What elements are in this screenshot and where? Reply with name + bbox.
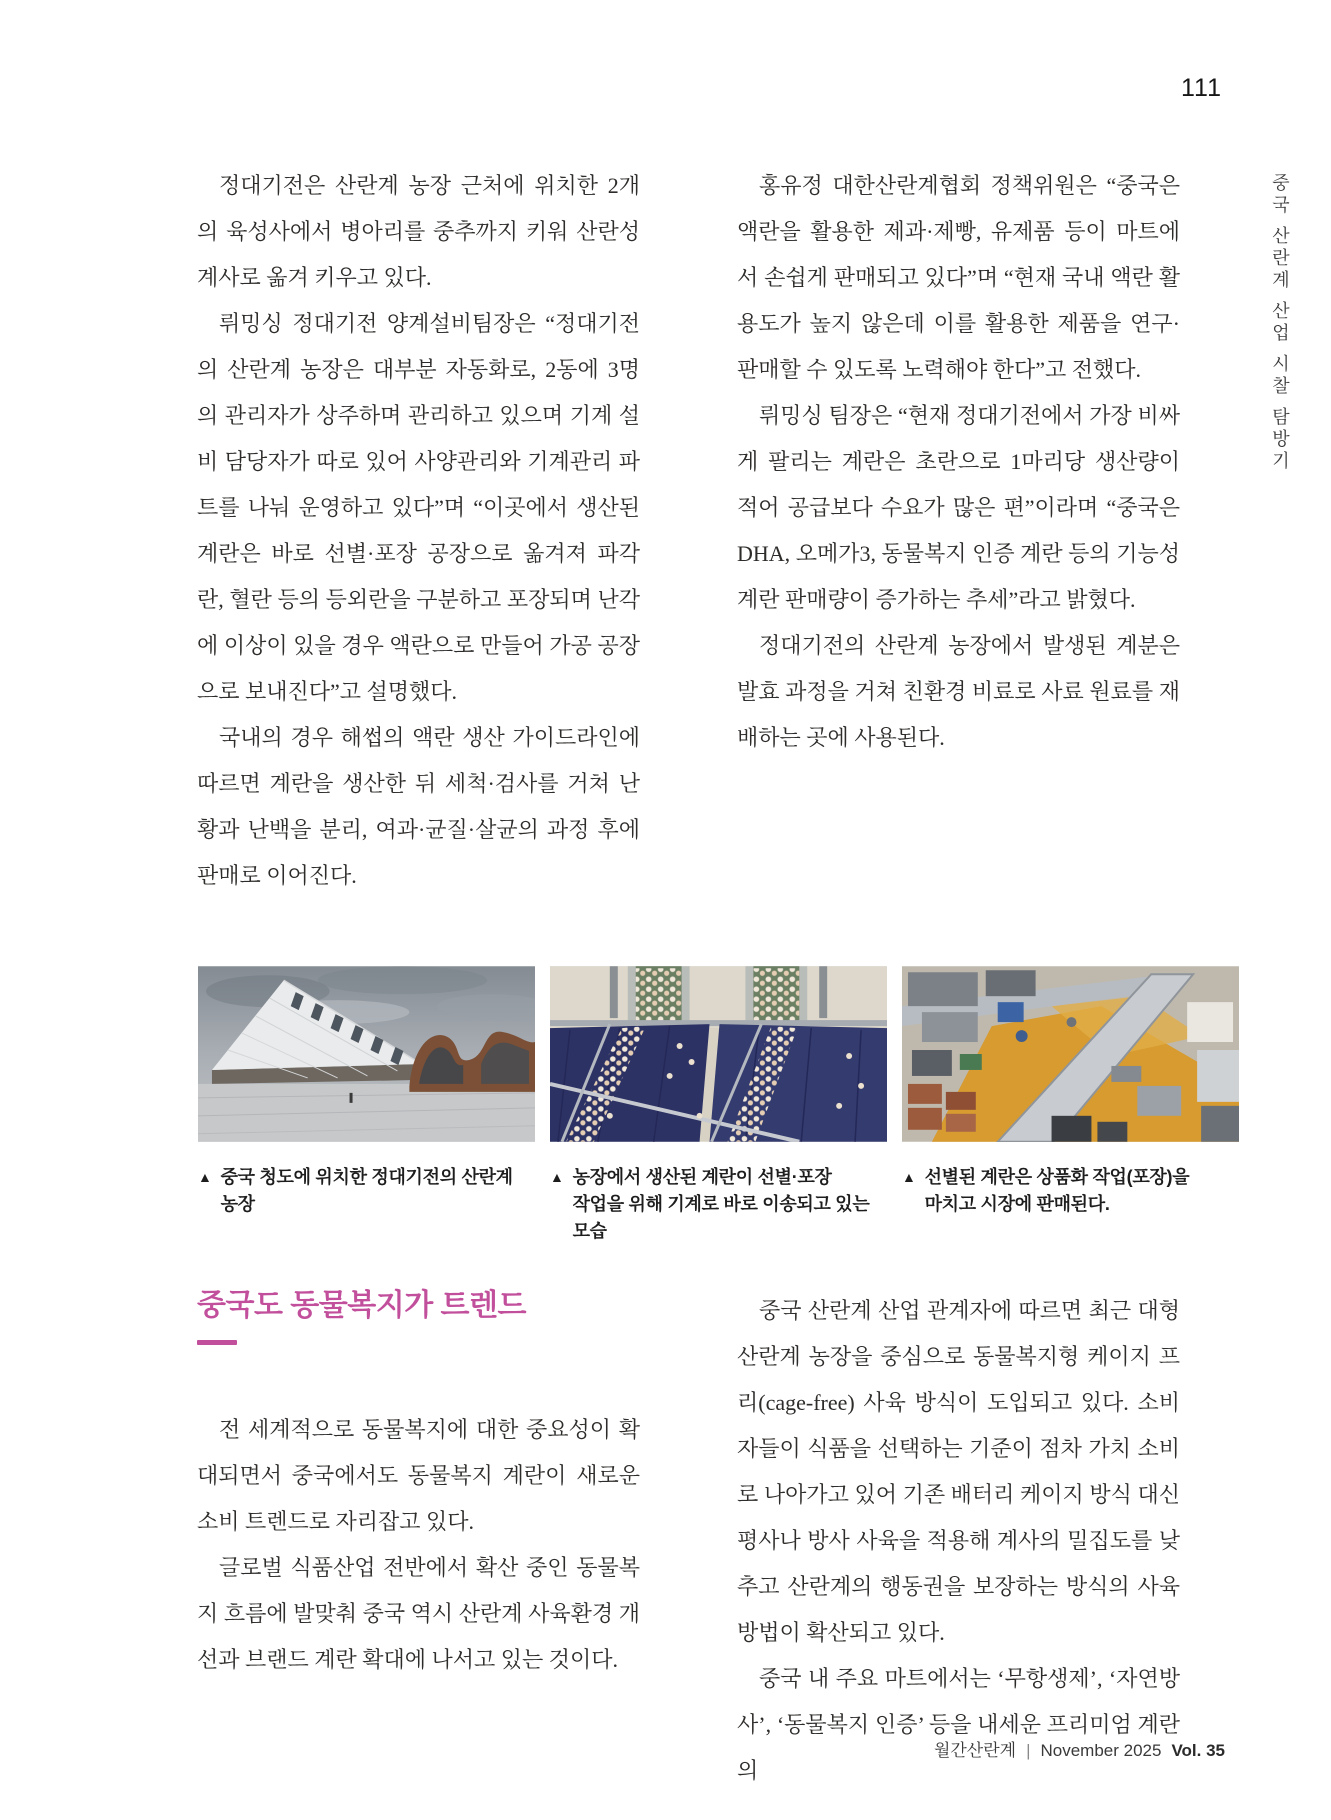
paragraph: 중국 산란계 산업 관계자에 따르면 최근 대형 산란계 농장을 중심으로 동물복지형 케이지 프리(cage-free) 사육 방식이 도입되고 있다. 소비자들이 식품을 선택하는 기준이 점차 가치 소비로 나아가고 있어 기존 배터리 케이지 방식 대신 평사나 방사 사육을 적용해 계사의 밀집도를 낮추고 산란계의 행동권을 보장하는 방식의 사육 방법이 확산되고 있다. [737, 1298, 1180, 1645]
caption-text: 중국 청도에 위치한 정대기전의 산란계 농장 [220, 1167, 513, 1214]
footer-magazine-name: 월간산란계 [933, 1741, 1017, 1760]
paragraph: 정대기전의 산란계 농장에서 발생된 계분은 발효 과정을 거쳐 친환경 비료로 사료 원료를 재배하는 곳에 사용된다. [737, 633, 1180, 750]
paragraph: 홍유정 대한산란계협회 정책위원은 “중국은 액란을 활용한 제과·제빵, 유제품 등이 마트에서 손쉽게 판매되고 있다”며 “현재 국내 액란 활용도가 높지 않은데 이를 활용한 제품을 연구·판매할 수 있도록 노력해야 한다”고 전했다. [737, 173, 1180, 382]
footer-issue-date: November 2025 [1040, 1741, 1162, 1760]
caption-text: 선별된 계란은 상품화 작업(포장)을 마치고 시장에 판매된다. [924, 1167, 1190, 1214]
sidebar-article-title: 중국 산란계 산업 시찰 탐방기 [1270, 173, 1290, 474]
section2-right-column [737, 1288, 1180, 1794]
photo-strip [198, 966, 1240, 1245]
triangle-marker-icon: ▲ [198, 1169, 212, 1185]
photo-egg-conveyor [550, 966, 887, 1245]
paragraph: 국내의 경우 해썹의 액란 생산 가이드라인에 따르면 계란을 생산한 뒤 세척·검사를 거쳐 난황과 난백을 분리, 여과·균질·살균의 과정 후에 판매로 이어진다. [197, 725, 640, 888]
paragraph: 글로벌 식품산업 전반에서 확산 중인 동물복지 흐름에 발맞춰 중국 역시 산란계 사육환경 개선과 브랜드 계란 확대에 나서고 있는 것이다. [197, 1555, 640, 1672]
paragraph: 정대기전은 산란계 농장 근처에 위치한 2개의 육성사에서 병아리를 중추까지 키워 산란성계사로 옮겨 키우고 있다. [197, 173, 640, 290]
intro-left-column [197, 163, 640, 899]
triangle-marker-icon: ▲ [550, 1169, 564, 1185]
section2-left-column [197, 1288, 640, 1683]
farm-exterior-image [198, 966, 535, 1142]
egg-conveyor-image [550, 966, 887, 1142]
intro-columns [197, 163, 1180, 899]
paragraph: 뤼밍싱 팀장은 “현재 정대기전에서 가장 비싸게 팔리는 계란은 초란으로 1마리당 생산량이 적어 공급보다 수요가 많은 편”이라며 “중국은 DHA, 오메가3, 동물복지 인증 계란 등의 기능성 계란 판매량이 증가하는 추세”라고 밝혔다. [737, 403, 1180, 612]
photo-packing-factory [902, 966, 1239, 1245]
footer-volume: Vol. 35 [1171, 1741, 1225, 1760]
intro-right-column [737, 163, 1180, 761]
photo-farm-exterior [198, 966, 535, 1245]
photo-caption [902, 1164, 1239, 1218]
packing-factory-image [902, 966, 1239, 1142]
paragraph: 중국 내 주요 마트에서는 ‘무항생제’, ‘자연방사’, ‘동물복지 인증’ 등을 내세운 프리미엄 계란의 [737, 1666, 1180, 1783]
paragraph: 뤼밍싱 정대기전 양계설비팀장은 “정대기전의 산란계 농장은 대부분 자동화로, 2동에 3명의 관리자가 상주하며 관리하고 있으며 기계 설비 담당자가 따로 있어 사양관리와 기계관리 파트를 나눠 운영하고 있다”며 “이곳에서 생산된 계란은 바로 선별·포장 공장으로 옮겨져 파각란, 혈란 등의 등외란을 구분하고 포장되며 난각에 이상이 있을 경우 액란으로 만들어 가공 공장으로 보내진다”고 설명했다. [197, 311, 640, 704]
page-number: 111 [1180, 74, 1222, 102]
photo-caption [198, 1164, 535, 1218]
triangle-marker-icon: ▲ [902, 1169, 916, 1185]
section-heading: 중국도 동물복지가 트렌드 [197, 1289, 526, 1322]
footer-divider: | [1026, 1741, 1031, 1760]
caption-text: 농장에서 생산된 계란이 선별·포장 작업을 위해 기계로 바로 이송되고 있는 모습 [572, 1167, 870, 1241]
photo-caption [550, 1164, 887, 1245]
paragraph: 전 세계적으로 동물복지에 대한 중요성이 확대되면서 중국에서도 동물복지 계란이 새로운 소비 트렌드로 자리잡고 있다. [197, 1417, 640, 1534]
section-heading-dash [197, 1340, 237, 1345]
animal-welfare-section [197, 1288, 1180, 1794]
page-footer [934, 1736, 1225, 1761]
